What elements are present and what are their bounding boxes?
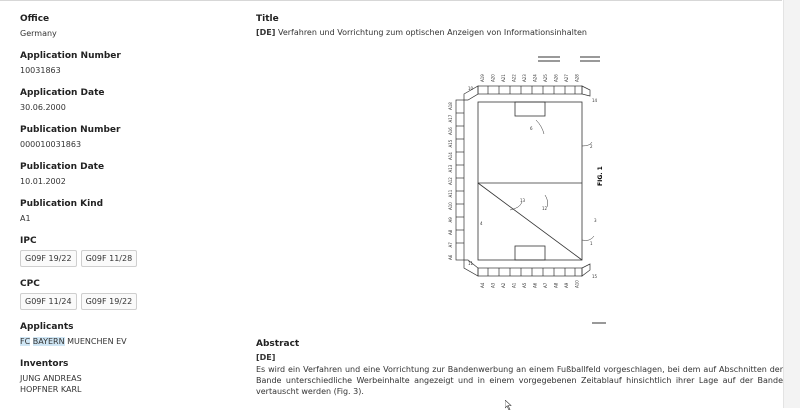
application-number-field	[20, 51, 240, 76]
abstract-label: Abstract	[256, 339, 300, 349]
drawing-label: A11	[448, 189, 453, 198]
inventor-name[interactable]: HOPFNER KARL	[20, 385, 82, 394]
publication-number-field	[20, 125, 240, 150]
cpc-tag[interactable]: G09F 19/22	[81, 293, 138, 310]
drawing-label: A18	[448, 102, 453, 110]
fig-label: FIG. 1	[597, 166, 604, 186]
application-date-value: 30.06.2000	[20, 103, 66, 112]
drawing-label: 2	[590, 144, 593, 149]
office-field	[20, 14, 240, 39]
bottom-segments	[478, 268, 582, 276]
leader-lines	[510, 120, 594, 241]
inventors-field	[20, 359, 240, 395]
inventors-label: Inventors	[20, 359, 69, 369]
abstract-section	[256, 339, 783, 397]
application-number-value: 10031863	[20, 66, 61, 75]
drawing-label: A9	[564, 282, 569, 288]
title-label: Title	[256, 14, 279, 24]
drawing-label: A6	[448, 254, 453, 260]
drawing-label: 11	[468, 261, 474, 266]
drawing-label: 12	[542, 206, 548, 211]
drawing-label: 1	[590, 241, 593, 246]
mouse-cursor-icon	[505, 400, 515, 410]
ipc-field	[20, 236, 240, 267]
drawing-label: 6	[530, 126, 533, 131]
drawing-label: A13	[448, 164, 453, 173]
applicant-name[interactable]	[20, 336, 240, 347]
ipc-label: IPC	[20, 236, 37, 246]
publication-kind-label: Publication Kind	[20, 199, 104, 209]
drawing-label: A2	[501, 282, 506, 288]
applicants-field	[20, 322, 240, 347]
scrollbar[interactable]	[783, 0, 800, 408]
top-divider	[0, 0, 782, 1]
drawing-label: 15	[592, 274, 598, 279]
drawing-header-mark	[538, 56, 560, 58]
highlight-fc: FC	[20, 337, 31, 346]
inventor-name[interactable]: JUNG ANDREAS	[20, 374, 82, 383]
drawing-label: A8	[553, 282, 559, 288]
drawing-label: A4	[480, 282, 485, 288]
corner-pieces	[464, 86, 590, 276]
drawing-label: A27	[564, 74, 569, 82]
drawing-label: A24	[532, 74, 538, 82]
top-segments	[478, 86, 582, 94]
drawing-label: 14	[592, 98, 598, 103]
application-number-label: Application Number	[20, 51, 121, 61]
drawing-header-mark	[580, 56, 600, 58]
title-lang: [DE]	[256, 28, 276, 37]
drawing-label: A6	[532, 282, 538, 288]
cpc-field	[20, 279, 240, 310]
drawing-label: A9	[448, 217, 453, 223]
cpc-label: CPC	[20, 279, 40, 289]
title-section	[256, 14, 786, 37]
drawing-label: A28	[574, 74, 580, 82]
applicant-rest: MUENCHEN EV	[67, 337, 127, 346]
publication-date-label: Publication Date	[20, 162, 105, 172]
publication-number-value: 000010031863	[20, 140, 82, 149]
patent-drawing[interactable]	[420, 50, 620, 330]
cpc-tag[interactable]: G09F 11/24	[20, 293, 77, 310]
drawing-label: A16	[448, 127, 453, 135]
application-date-field	[20, 88, 240, 113]
drawing-label: A5	[522, 282, 527, 288]
abstract-text: Es wird ein Verfahren und eine Vorrichtung zur Bandenwerbung an einem Fußballfeld vorgeschlagen, bei dem auf Abschnitten der Bande unterschiedliche Werbeinhalte angezeigt und in einem vorgegebenen Zeitablauf hinsichtlich ihrer Lage auf der Bande vertauscht werden (Fig. 3).	[256, 365, 783, 396]
ipc-tag[interactable]: G09F 11/28	[81, 250, 138, 267]
drawing-label: A7	[543, 282, 548, 288]
drawing-label: 4	[480, 221, 483, 226]
publication-number-label: Publication Number	[20, 125, 121, 135]
drawing-label: A10	[574, 280, 580, 288]
drawing-label: A20	[490, 74, 496, 82]
drawing-label: A7	[448, 242, 453, 248]
drawing-label: 13	[520, 198, 526, 203]
publication-kind-field	[20, 199, 240, 224]
drawing-footer-mark	[592, 322, 606, 324]
drawing-label: A21	[501, 74, 506, 82]
publication-date-value: 10.01.2002	[20, 177, 66, 186]
drawing-label: A25	[543, 74, 548, 82]
office-value: Germany	[20, 29, 57, 38]
drawing-label: A8	[448, 229, 453, 235]
drawing-label: A12	[448, 177, 453, 185]
drawing-label: A10	[448, 202, 453, 210]
metadata-column	[20, 14, 240, 407]
applicants-label: Applicants	[20, 322, 74, 332]
office-label: Office	[20, 14, 50, 24]
drawing-label: A1	[511, 282, 517, 288]
highlight-bayern: BAYERN	[32, 337, 65, 346]
drawing-header-mark	[538, 60, 560, 62]
drawing-label: A15	[448, 139, 453, 148]
title-text: Verfahren und Vorrichtung zum optischen Anzeigen von Informationsinhalten	[277, 28, 587, 37]
publication-kind-value: A1	[20, 214, 31, 223]
abstract-lang: [DE]	[256, 353, 276, 362]
drawing-label: 10	[468, 86, 474, 91]
drawing-header-mark	[580, 60, 600, 62]
drawing-label: A17	[448, 114, 453, 123]
left-segments	[456, 100, 464, 260]
drawing-label: A19	[480, 74, 485, 82]
drawing-label: A23	[522, 74, 527, 82]
publication-date-field	[20, 162, 240, 187]
drawing-label: A22	[511, 74, 517, 82]
drawing-label: 3	[594, 218, 597, 223]
title-value	[256, 28, 786, 37]
ipc-tag[interactable]: G09F 19/22	[20, 250, 77, 267]
drawing-label: A14	[448, 152, 453, 160]
drawing-label: A26	[553, 74, 559, 82]
drawing-label: A3	[490, 282, 496, 288]
application-date-label: Application Date	[20, 88, 105, 98]
